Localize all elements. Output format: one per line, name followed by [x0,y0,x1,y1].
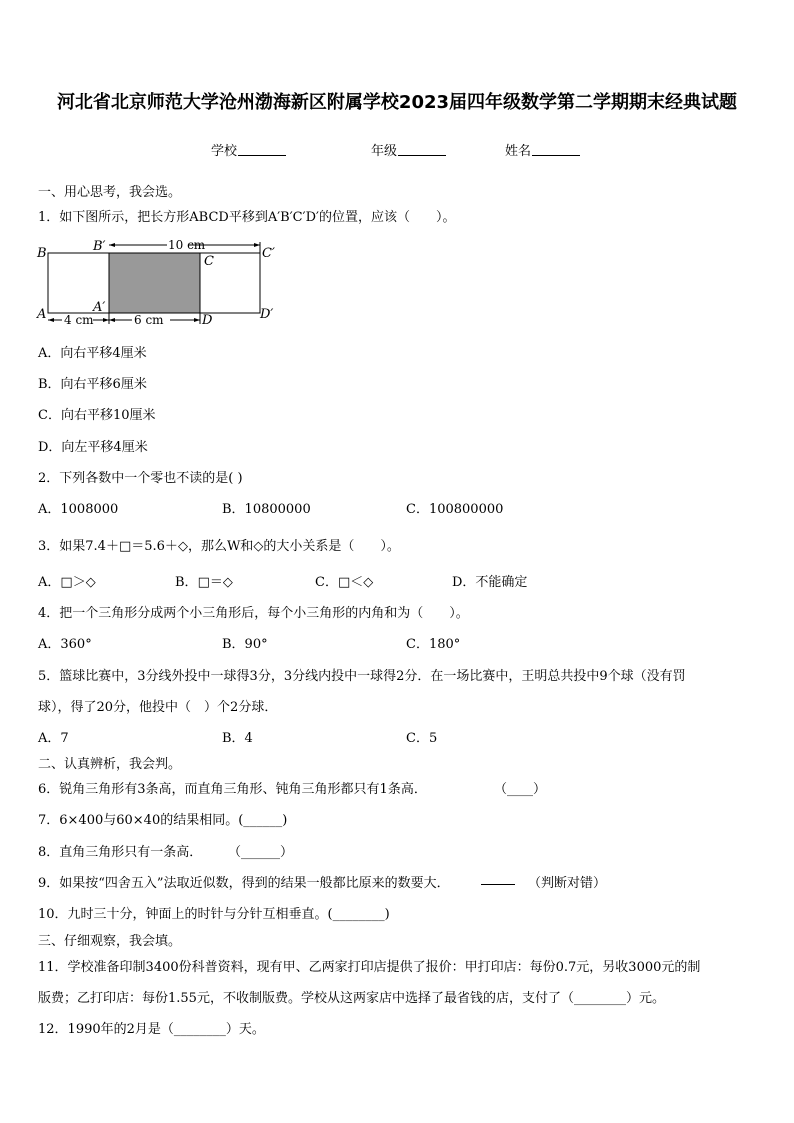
square-icon: □ [60,575,73,590]
label-B-prime: B′ [93,239,106,254]
dim-mid: 6 cm [134,313,164,327]
q3-option-a[interactable]: A．□＞◇ [38,575,96,590]
q5-option-a[interactable]: A．7 [38,731,69,746]
dim-left: 4 cm [64,313,94,327]
diamond-icon: ◇ [222,575,233,590]
diamond-icon: ◇ [177,539,188,554]
grade-label: 年级 [371,144,398,159]
q1-option-d[interactable]: D．向左平移4厘米 [38,440,148,455]
section-1-heading: 一、用心思考，我会选。 [38,185,182,200]
q2-option-c[interactable]: C．100800000 [406,502,504,517]
q6-answer-blank[interactable]: （____） [494,782,547,797]
q4-option-a[interactable]: A．360° [38,637,92,652]
question-8: 8．直角三角形只有一条高． [38,845,203,860]
diamond-icon: ◇ [363,575,374,590]
q7-answer-blank[interactable]: (______) [238,813,288,828]
question-1-stem: 1．如下图所示，把长方形ABCD平移到A′B′C′D′的位置，应该（ ）。 [38,210,456,225]
label-D: D [202,313,213,328]
grade-field[interactable] [371,140,446,159]
q2-option-a[interactable]: A．1008000 [38,502,119,517]
diamond-icon: ◇ [85,575,96,590]
dim-top: 10 cm [168,238,206,252]
question-5-line2: 球），得了20分，他投中（ ）个2分球． [38,700,278,715]
q5-option-c[interactable]: C．5 [406,731,438,746]
diamond-icon: ◇ [253,539,264,554]
question-4-stem: 4．把一个三角形分成两个小三角形后，每个小三角形的内角和为（ ）。 [38,606,469,621]
q1-option-c[interactable]: C．向右平移10厘米 [38,408,156,423]
q1-option-b[interactable]: B．向右平移6厘米 [38,377,147,392]
q4-option-c[interactable]: C．180° [406,637,461,652]
label-B: B [37,246,47,261]
question-7: 7．6×400与60×40的结果相同。(______) [38,813,288,828]
q4-option-b[interactable]: B．90° [222,637,268,652]
question-5-line1: 5．篮球比赛中，3分线外投中一球得3分，3分线内投中一球得2分．在一场比赛中，王明总共投中9个球（没有罚 [38,669,686,684]
square-icon: □ [197,575,210,590]
q3-option-c[interactable]: C．□＜◇ [315,575,374,590]
q1-option-a[interactable]: A．向右平移4厘米 [38,346,147,361]
q3-option-b[interactable]: B．□＝◇ [175,575,233,590]
page-title: 河北省北京师范大学沧州渤海新区附属学校2023届四年级数学第二学期期末经典试题 [56,92,738,113]
label-A-prime: A′ [93,300,106,315]
question-6: 6．锐角三角形有3条高，而直角三角形、钝角三角形都只有1条高． [38,782,427,797]
question-3-stem: 3．如果7.4＋□＝5.6＋◇，那么W和◇的大小关系是（ ）。 [38,539,400,554]
label-C: C [204,254,214,269]
translation-figure [30,236,290,332]
label-D-prime: D′ [260,307,274,322]
label-A: A [37,307,47,322]
q9-answer-blank[interactable] [481,872,515,888]
label-C-prime: C′ [262,246,275,261]
question-11-line2: 版费；乙打印店：每份1.55元，不收制版费。学校从这两家店中选择了最省钱的店，支付了（________）元。 [38,991,665,1006]
question-10: 10．九时三十分，钟面上的时针与分针互相垂直。(________) [38,907,390,922]
q5-option-b[interactable]: B．4 [222,731,253,746]
square-icon: □ [118,539,132,554]
question-9: 9．如果按“四舍五入”法取近似数，得到的结果一般都比原来的数要大． [38,876,450,891]
q2-option-b[interactable]: B．10800000 [222,502,311,517]
question-11-line1: 11．学校准备印制3400份科普资料，现有甲、乙两家打印店提供了报价：甲打印店：每份0.7元，另收3000元的制 [38,960,701,975]
square-icon: □ [337,575,351,590]
name-field[interactable] [505,140,580,159]
q3-option-d[interactable]: D．不能确定 [452,575,528,590]
question-2-stem: 2．下列各数中一个零也不读的是( ) [38,471,243,486]
shaded-rectangle [109,253,200,313]
question-12: 12．1990年的2月是（________）天。 [38,1022,265,1037]
name-label: 姓名 [505,144,532,159]
school-label: 学校 [211,144,238,159]
q9-tail: （判断对错） [528,876,607,891]
section-3-heading: 三、仔细观察，我会填。 [38,934,182,949]
school-field[interactable] [211,140,286,159]
section-2-heading: 二、认真辨析，我会判。 [38,757,182,772]
q8-answer-blank[interactable]: （______） [228,845,294,860]
